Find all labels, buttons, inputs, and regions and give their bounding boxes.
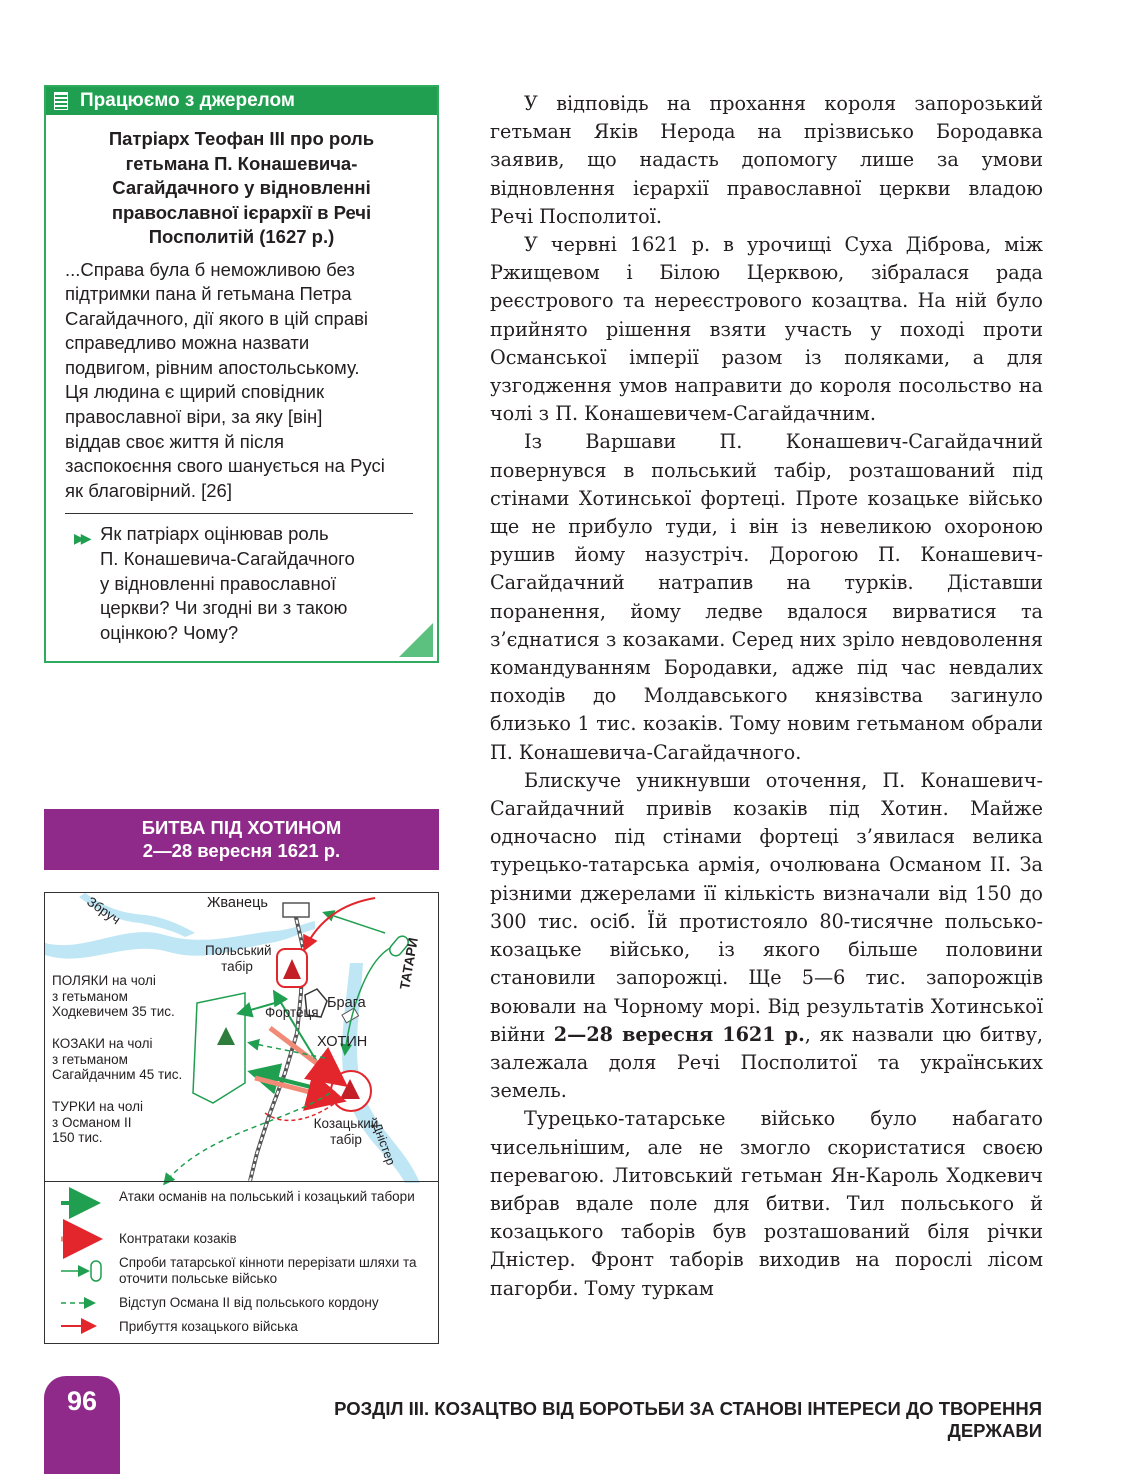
battle-map [44,892,439,1344]
zhvanets-town [283,903,309,917]
forces-line: КОЗАКИ на чолі [52,1036,153,1051]
source-title-line: Посполитій (1627 р.) [148,226,335,247]
label-tatars: ТАТАРИ [397,936,421,991]
cossack-arrival-arrow [305,898,375,948]
forces-line: Ходкевичем 35 тис. [52,1004,175,1019]
double-arrow-icon: ▶▶ [74,530,88,547]
cossack-tent-icon [217,1027,235,1045]
forces-line: 150 тис. [52,1130,103,1145]
map-caption-date: 2—28 вересня 1621 р. [142,840,341,861]
question-line: оцінкою? Чому? [100,621,239,643]
paragraph: Турецько-татарське військо було набагато чисельнішим, але не змогло скористатися своєю перевагою. Литовський гетьман Ян-Кароль Ходкевич вибрав вдале поле для битви. Тил польського й козацького таборів був розташований біля річки Дністер. Фронт таборів виходив на порослі лісом пагорби. Тому туркам [490,1107,1043,1300]
map-caption [44,809,439,870]
quote-line: Сагайдачного, дії якого в цій справі [65,307,369,329]
paragraph [490,767,1043,1105]
battle-dates: 2—28 вересня 1621 р. [553,1022,805,1046]
label-dnister: Дністер [369,1121,399,1168]
main-text [490,90,1043,1303]
label-line: табір [330,1131,362,1147]
legend-cossack-arrival: Прибуття козацького війська [119,1319,298,1334]
label-line: табір [221,958,253,974]
legend-divider [45,1181,438,1182]
legend-tatar-cavalry: Спроби татарської кінноти перерізати шляхи та оточити польське військо [119,1255,417,1286]
paragraph-text: , як назвали цю битву, залежала доля Речі Посполитої та українських земель. [490,1022,1043,1103]
source-title-line: Патріарх Теофан ІІІ про роль [108,128,375,149]
label-line: Польський [205,943,272,958]
label-zbruch: Збруч [84,893,124,928]
quote-line: заспокоєння свого шанується на Русі [65,455,385,477]
document-icon [54,92,68,110]
forces-line: з Османом ІІ [52,1114,132,1130]
source-quote [65,258,421,504]
source-title [62,127,421,250]
source-box [44,85,439,663]
quote-line: справедливо можна назвати [65,332,310,354]
forces-line: з гетьманом [52,988,128,1004]
quote-line: Ця людина є щирий сповідник [65,381,325,403]
legend-retreat: Відступ Османа ІІ від польського кордону [119,1295,379,1310]
paragraph: У червні 1621 р. в урочищі Суха Діброва, між Ржищевом і Білою Церквою, зібралася рада реєстрового та нереєстрового козацтва. На ній було прийнято рішення взяти участь у поході проти Османської імперії разом із поляками, а для узгодження умов направити до короля посольство на чолі з П. Конашевичем-Сагайдачним. [490,233,1043,426]
forces-line: з гетьманом [52,1051,128,1067]
question-line: П. Конашевича-Сагайдачного [100,548,355,570]
label-khotyn: ХОТИН [317,1034,368,1050]
source-header-label: Працюємо з джерелом [80,90,295,111]
legend-symbols [61,1203,101,1326]
legend-ottoman-attacks: Атаки османів на польський і козацький табори [119,1189,415,1204]
question-line: Як патріарх оцінював роль [100,523,329,545]
quote-line: ...Справа була б неможливою без [65,258,355,280]
section-title: РОЗДІЛ ІІІ. КОЗАЦТВО ВІД БОРОТЬБИ ЗА СТАНОВІ ІНТЕРЕСИ ДО ТВОРЕННЯ ДЕРЖАВИ [334,1398,1042,1441]
label-braha: Брага [327,995,366,1011]
source-title-line: гетьмана П. Конашевича- [125,152,358,174]
paragraph-text: Блискуче уникнувши оточення, П. Конашевич-Сагайдачний привів козаків під Хотин. Майже одночасно під стінами фортеці з’явилася велика турецько-татарська армія, очолювана Османом ІІ. За різними джерелами її кількість визначали від 150 до 300 тис. осіб. Їй протистояло 80-тисячне польсько-козацьке військо, із якого більше половини становили запорожці. Ще 5—6 тис. запорожців воювали на Чорному морі. Від результатів Хотинської війни [490,768,1043,1046]
quote-line: подвигом, рівним апостольському. [65,356,360,378]
retreat-route [165,1093,330,1183]
quote-line: як благовірний. [26] [65,479,232,501]
legend-counterattacks: Контратаки козаків [119,1231,237,1246]
page-number: 96 [44,1376,120,1474]
label-line: Козацький [313,1116,379,1131]
label-zhvanets: Жванець [207,895,268,911]
quote-line: віддав своє життя й після [65,430,285,452]
forces-line: ПОЛЯКИ на чолі [52,973,156,988]
question-line: церкви? Чи згодні ви з такою [100,597,348,619]
label-fortress: Фортеця [265,1005,319,1020]
tatar-cavalry-route [325,913,385,933]
cossack-camp [193,993,245,1103]
label-polish-camp [205,943,272,974]
paragraph: У відповідь на прохання короля запорозький гетьман Яків Нерода на прізвисько Бородавка заявив, що надасть допомогу лише за умови відновлення ієрархії православної церкви владою Речі Посполитої. [490,92,1043,228]
source-title-line: православної ієрархії в Речі [111,201,372,223]
forces-line: ТУРКИ на чолі [52,1099,143,1114]
forces-line: Сагайдачним 45 тис. [52,1067,183,1082]
forces-poles [52,973,175,1020]
source-header [46,87,437,115]
paragraph: Із Варшави П. Конашевич-Сагайдачний повернувся в польський табір, розташований під стінами Хотинської фортеці. Проте козацьке військо ще не прибуло туди, і він із невеликою охороною рушив йому назустріч. Дорогою П. Конашевич-Сагайдачний натрапив на турків. Діставши поранення, йому ледве вдалося вирватися та з’єднатися з козаками. Серед них зріло невдоволення командуванням Бородавки, адже під час невдалих походів до Молдавського князівства загинуло близько 1 тис. козаків. Тому новим гетьманом обрали П. Конашевича-Сагайдачного. [490,430,1043,764]
forces-turks [52,1099,143,1146]
question-line: у відновленні православної [100,572,337,594]
corner-decoration [399,623,433,657]
forces-cossacks [52,1036,182,1083]
quote-line: православної віри, за яку [він] [65,406,323,428]
retreat-route [250,1043,325,1058]
quote-line: підтримки пана й гетьмана Петра [65,283,352,305]
map-caption-title: БИТВА ПІД ХОТИНОМ [141,817,342,838]
divider [65,513,413,514]
question [74,522,421,645]
source-title-line: Сагайдачного у відновленні [112,177,371,198]
